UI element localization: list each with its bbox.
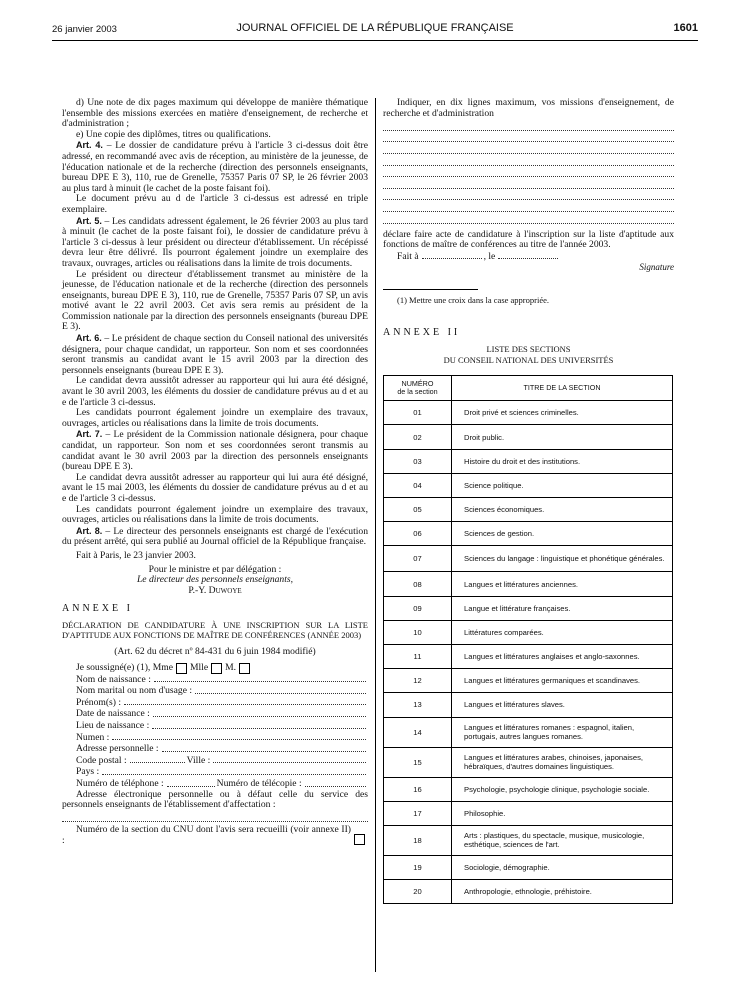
section-number: 19 [384,855,452,879]
section-title: Droit public. [452,425,673,449]
field-label: Date de naissance : [76,708,150,720]
field-label: Nom marital ou nom d'usage : [76,685,193,697]
section-number: 20 [384,880,452,904]
table-row [384,522,673,546]
article-5-p2: Le président ou directeur d'établissement transmet au ministère de la jeunesse, de l'éducation nationale et de la recherche (direction des personnels enseignants, bureau DPE E 3), 110, rue de Grenelle, 75357 Paris 07 SP, un avis motivé avant le 22 avril 2003. Cet avis sera remis au président de la Commission nationale par la direction des personnels enseignants (bureau DPE E 3). [62,268,368,333]
m-checkbox[interactable] [239,663,250,674]
fait-a-paris: Fait à Paris, le 23 janvier 2003. [76,549,196,561]
para-e: e) Une copie des diplômes, titres ou qualifications. [76,128,271,140]
section-number: 05 [384,498,452,522]
declare-text: déclare faire acte de candidature à l'inscription sur la liste d'aptitude aux fonctions de maître de conférences au titre de l'année 2003. [383,228,674,251]
section-number: 12 [384,669,452,693]
article-7-p2: Le candidat devra aussitôt adresser au rapporteur qui lui aura été désigné, avant le 15 mai 2003, les éléments du dossier de candidature prévus au d et au e de l'article 3 ci-dessus. [62,471,368,504]
list-title-line-1: LISTE DES SECTIONS [486,344,571,355]
field-label: Lieu de naissance : [76,720,150,732]
section-number: 03 [384,449,452,473]
missions-dotted-lines[interactable] [383,119,674,223]
form-field-numen[interactable] [62,732,368,744]
article-4-label: Art. 4. [76,140,103,151]
article-4 [62,140,368,194]
left-column [62,98,368,847]
column-divider [375,98,376,972]
section-number: 13 [384,693,452,717]
footnote-rule [383,289,478,290]
email-field-line[interactable] [62,811,368,823]
mlle-checkbox[interactable] [211,663,222,674]
table-row [384,546,673,572]
table-row [384,644,673,668]
section-number: 07 [384,546,452,572]
section-number: 09 [384,596,452,620]
table-row [384,449,673,473]
form-field-pays[interactable] [62,766,368,778]
section-title: Langues et littératures romanes : espagnol, italien, portugais, autres langues romanes. [452,717,673,747]
column-header-title: TITRE DE LA SECTION [452,376,673,401]
article-8-text: – Le directeur des personnels enseignants est chargé de l'exécution du présent arrêté, qui sera publié au Journal officiel de la République française. [62,525,368,548]
article-7-text: – Le président de la Commission nationale désignera, pour chaque candidat, un rapporteur. Son nom et ses coordonnées seront transmis au candidat avant le 30 avril 2003 par la direction des personnels enseignants (bureau DPE E 3). [62,429,368,473]
article-7-label: Art. 7. [76,429,103,440]
page-header [52,22,698,38]
indiquer-label: Indiquer, en dix lignes maximum, vos missions d'enseignement, de recherche et d'administration [383,97,674,119]
para-d: d) Une note de dix pages maximum qui développe de manière thématique l'ensemble des missions exercées en matière d'enseignement, de recherche et d'administration ; [62,97,368,130]
cnu-section-box[interactable] [354,834,365,845]
article-8-label: Art. 8. [76,525,103,536]
article-6-text: – Le président de chaque section du Conseil national des universités désignera, pour chaque candidat, un rapporteur. Son nom et ses coordonnées seront transmis au candidat avant le 15 avril 2003 par la direction des personnels enseignants (bureau DPE E 3). [62,333,368,376]
section-number: 01 [384,401,452,425]
table-row [384,693,673,717]
form-field-telephone-fax[interactable] [62,778,368,790]
form-field-nom-marital[interactable] [62,685,368,697]
footnote-text: (1) Mettre une croix dans la case appropriée. [397,294,549,305]
article-6-p3: Les candidats pourront également joindre un exemplaire des travaux, ouvrages, articles ou réalisations dans la limite de trois documents. [62,407,368,429]
section-number: 16 [384,777,452,801]
signature-line-1: Pour le ministre et par délégation : [148,563,282,575]
je-soussigne-label: Je soussigné(e) (1), Mme [76,662,173,674]
field-label: Nom de naissance : [76,673,151,685]
section-title: Sciences du langage : linguistique et phonétique générales. [452,546,673,572]
header-journal-title: JOURNAL OFFICIEL DE LA RÉPUBLIQUE FRANÇAISE [236,22,514,34]
decree-reference: (Art. 62 du décret nº 84-431 du 6 juin 1984 modifié) [114,645,316,657]
table-row [384,498,673,522]
form-field-date-naissance[interactable] [62,708,368,720]
fait-a-label: Fait à [397,250,419,262]
article-5-text: – Les candidats adressent également, le 26 février 2003 au plus tard à minuit (le cachet de la poste faisant foi), le dossier de candidature prévu à l'article 3 ci-dessus à leur président ou directeur d'établissement. Un récépissé devra leur être délivré. Ils pourront également joindre un exemplaire des travaux, ouvrages, articles ou réalisations dans la limite de trois documents. [62,215,368,269]
ville-label: Ville : [186,754,211,766]
field-label: Prénom(s) : [76,696,122,708]
table-row [384,717,673,747]
article-7 [62,429,368,472]
mme-checkbox[interactable] [176,663,187,674]
annex-2-title: ANNEXE II [383,326,461,338]
table-row [384,747,673,777]
table-row [384,401,673,425]
section-title: Langues et littératures slaves. [452,693,673,717]
section-title: Langue et littérature françaises. [452,596,673,620]
form-field-nom-naissance[interactable] [62,674,368,686]
section-number: 06 [384,522,452,546]
section-title: Sciences de gestion. [452,522,673,546]
signature-name: P.-Y. Duwoye [188,584,242,596]
table-row [384,425,673,449]
section-title: Arts : plastiques, du spectacle, musique, musicologie, esthétique, sciences de l'art. [452,825,673,855]
form-field-lieu-naissance[interactable] [62,720,368,732]
section-title: Droit privé et sciences criminelles. [452,401,673,425]
table-row [384,669,673,693]
section-title: Science politique. [452,473,673,497]
table-row [384,801,673,825]
table-row [384,825,673,855]
article-6-label: Art. 6. [76,333,102,344]
field-label: Numen : [76,731,110,743]
table-row [384,777,673,801]
section-number: 14 [384,717,452,747]
declaration-title: DÉCLARATION DE CANDIDATURE À UNE INSCRIPTION SUR LA LISTE D'APTITUDE AUX FONCTIONS DE MAÎTRE DE CONFÉRENCES (ANNÉE 2003) [62,619,368,640]
section-title: Langues et littératures anciennes. [452,572,673,596]
field-label: Adresse personnelle : [76,743,159,755]
article-5-label: Art. 5. [76,215,102,226]
sections-table-body [384,401,673,904]
header-rule [52,40,698,41]
section-number: 04 [384,473,452,497]
header-num-line-2: de la section [397,387,438,397]
table-row [384,572,673,596]
signature-line-2: Le directeur des personnels enseignants, [136,574,294,586]
form-field-code-postal-ville[interactable] [62,755,368,767]
section-number: 17 [384,801,452,825]
article-4-p2: Le document prévu au d de l'article 3 ci-dessus est adressé en triple exemplaire. [62,193,368,215]
list-title-line-2: DU CONSEIL NATIONAL DES UNIVERSITÉS [443,354,614,365]
section-title: Langues et littératures anglaises et anglo-saxonnes. [452,644,673,668]
table-row [384,620,673,644]
telephone-label: Numéro de téléphone : [76,778,164,790]
header-date: 26 janvier 2003 [52,24,117,35]
article-7-p3: Les candidats pourront également joindre un exemplaire des travaux, ouvrages, articles ou réalisations dans la limite de trois documents. [62,503,368,526]
article-8 [62,526,368,548]
pays-label: Pays : [76,766,100,778]
section-number: 15 [384,747,452,777]
form-field-adresse[interactable] [62,743,368,755]
article-4-text: – Le dossier de candidature prévu à l'article 3 ci-dessus doit être adressé, en recommandé avec avis de réception, au ministère de la jeunesse, de l'éducation nationale et de la recherche (direction des personnels enseignants, bureau DPE E 3), 110, rue de Grenelle, 75357 Paris 07 SP, le 26 février 2003 au plus tard à minuit (le cachet de la poste faisant foi). [62,140,368,194]
section-title: Sciences économiques. [452,498,673,522]
le-label: , le [483,250,496,262]
section-number: 11 [384,644,452,668]
section-number: 18 [384,825,452,855]
cnu-section-line [62,825,368,846]
annex-1-title: ANNEXE I [62,603,133,615]
section-title: Psychologie, psychologie clinique, psychologie sociale. [452,777,673,801]
fait-a-line[interactable] [383,251,674,263]
table-row [384,596,673,620]
section-title: Histoire du droit et des institutions. [452,449,673,473]
form-field-prenoms[interactable] [62,697,368,709]
mlle-label: Mlle [189,662,209,674]
code-postal-label: Code postal : [76,754,127,766]
section-title: Anthropologie, ethnologie, préhistoire. [452,880,673,904]
article-6-p2: Le candidat devra aussitôt adresser au rapporteur qui lui aura été désigné, avant le 30 avril 2003, les éléments du dossier de candidature prévus au d et au e de l'article 3 ci-dessus. [62,375,368,408]
section-number: 10 [384,620,452,644]
table-header-row [384,376,673,401]
signature-label: Signature [639,262,674,273]
section-title: Sociologie, démographie. [452,855,673,879]
section-title: Langues et littératures germaniques et scandinaves. [452,669,673,693]
cnu-section-label: Numéro de la section du CNU dont l'avis sera recueilli (voir annexe II) : [62,824,351,846]
sections-table [383,375,673,904]
je-soussigne-line [62,662,368,674]
table-row [384,855,673,879]
header-num-line-1: NUMÉRO [401,379,434,389]
section-number: 02 [384,425,452,449]
article-6 [62,333,368,376]
m-label: M. [225,662,237,674]
section-title: Littératures comparées. [452,620,673,644]
fax-label: Numéro de télécopie : [216,778,302,790]
section-title: Langues et littératures arabes, chinoises, japonaises, hébraïques, d'autres domaines linguistiques. [452,747,673,777]
header-page-number: 1601 [673,22,698,34]
column-header-number [384,376,452,401]
section-title: Philosophie. [452,801,673,825]
section-number: 08 [384,572,452,596]
table-row [384,880,673,904]
email-field-label: Adresse électronique personnelle ou à défaut celle du service des personnels enseignants de l'établissement d'affectation : [62,788,368,811]
right-column [383,98,674,904]
table-row [384,473,673,497]
article-5 [62,216,368,270]
